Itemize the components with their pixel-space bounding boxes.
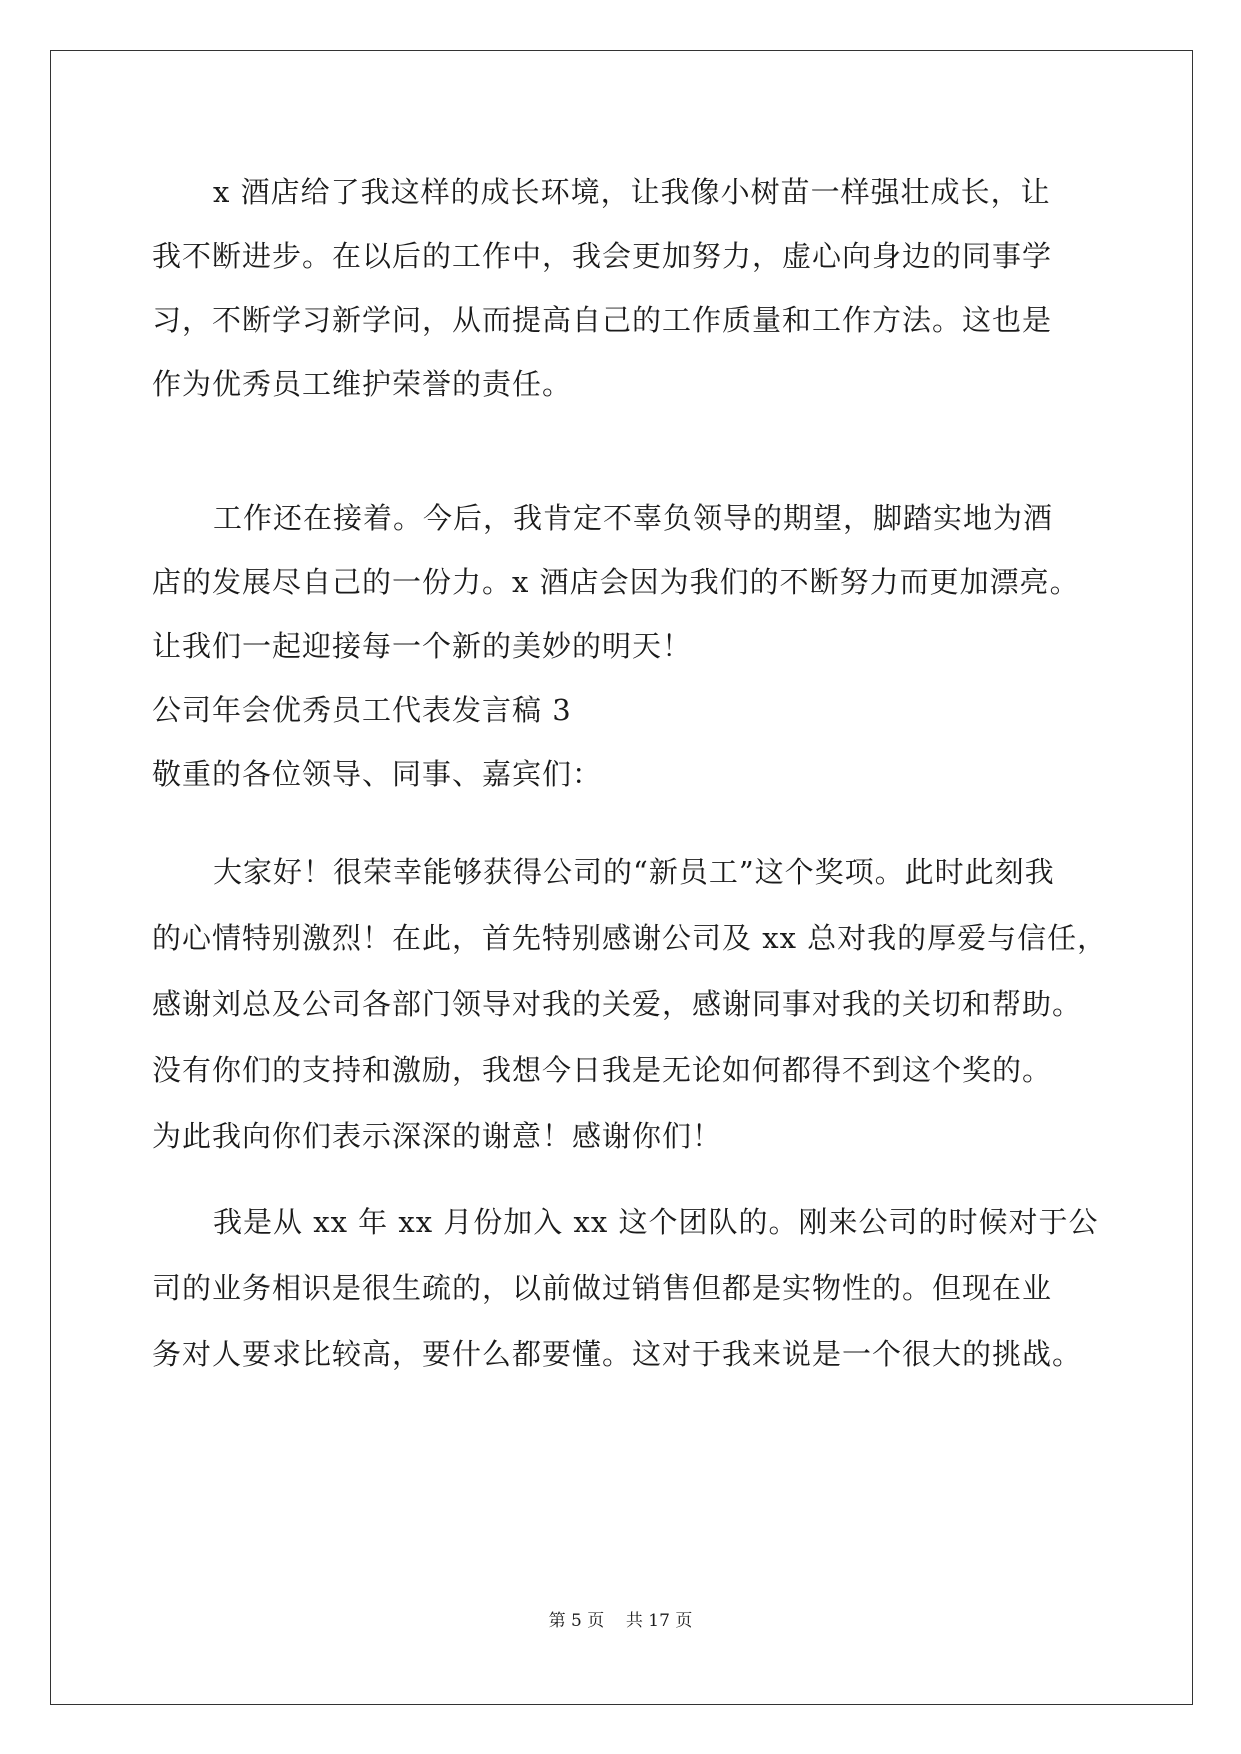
paragraph-line: 作为优秀员工维护荣誉的责任。 xyxy=(152,367,573,401)
paragraph-line: 店的发展尽自己的一份力。x 酒店会因为我们的不断努力而更加漂亮。 xyxy=(152,565,1080,599)
paragraph-line: 习，不断学习新学问，从而提高自己的工作质量和工作方法。这也是 xyxy=(152,303,1053,337)
page-number-footer: 第 5 页 共 17 页 xyxy=(548,1611,693,1631)
paragraph-line: 大家好！很荣幸能够获得公司的“新员工”这个奖项。此时此刻我 xyxy=(213,855,1055,889)
paragraph-line: x 酒店给了我这样的成长环境，让我像小树苗一样强壮成长，让 xyxy=(213,175,1051,209)
paragraph-line: 我是从 xx 年 xx 月份加入 xx 这个团队的。刚来公司的时候对于公 xyxy=(213,1205,1099,1239)
paragraph-line: 为此我向你们表示深深的谢意！感谢你们！ xyxy=(152,1119,723,1153)
paragraph-line: 没有你们的支持和激励，我想今日我是无论如何都得不到这个奖的。 xyxy=(152,1053,1053,1087)
section-title: 公司年会优秀员工代表发言稿 3 xyxy=(152,693,572,727)
paragraph-line: 让我们一起迎接每一个新的美妙的明天！ xyxy=(152,629,693,663)
paragraph-line: 工作还在接着。今后，我肯定不辜负领导的期望，脚踏实地为酒 xyxy=(213,501,1054,535)
paragraph-line: 我不断进步。在以后的工作中，我会更加努力，虚心向身边的同事学 xyxy=(152,239,1053,273)
paragraph-line: 的心情特别激烈！在此，首先特别感谢公司及 xx 总对我的厚爱与信任， xyxy=(152,921,1108,955)
salutation: 敬重的各位领导、同事、嘉宾们： xyxy=(152,757,603,791)
paragraph-line: 务对人要求比较高，要什么都要懂。这对于我来说是一个很大的挑战。 xyxy=(152,1337,1083,1371)
paragraph-line: 司的业务相识是很生疏的，以前做过销售但都是实物性的。但现在业 xyxy=(152,1271,1053,1305)
paragraph-line: 感谢刘总及公司各部门领导对我的关爱，感谢同事对我的关切和帮助。 xyxy=(152,987,1083,1021)
